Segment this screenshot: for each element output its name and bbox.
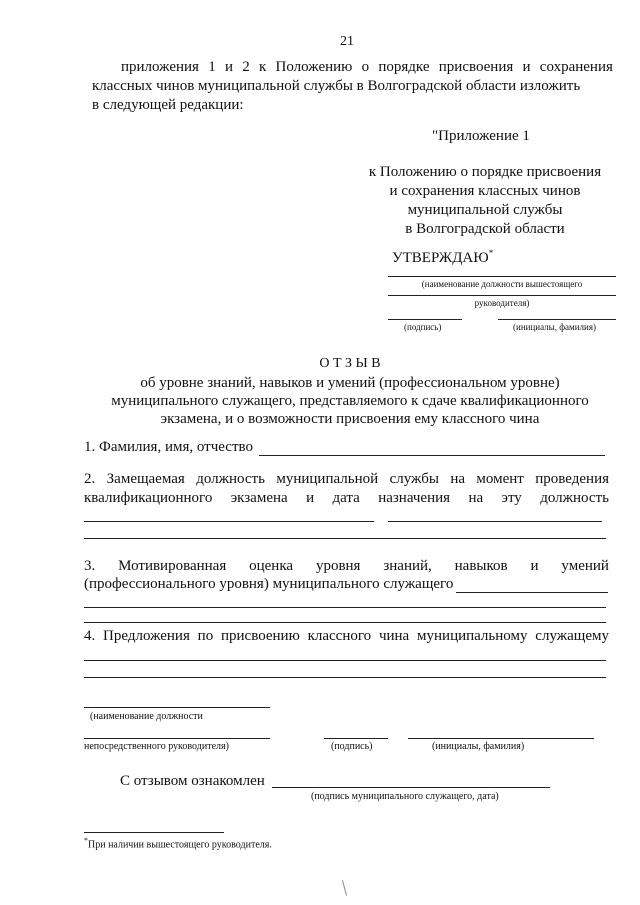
item1-label: 1. Фамилия, имя, отчество [84,439,253,455]
item3-field-1[interactable] [84,607,606,608]
approve-sign-line [388,319,462,320]
scan-mark [342,880,347,896]
word: и [224,59,233,75]
intro-line-2: классных чинов муниципальной службы в Волгоградской области изложить [92,78,581,94]
page-number: 21 [340,34,354,49]
signature-position-caption: (наименование должности [90,711,203,722]
word: по [197,628,214,644]
word: оценка [249,558,294,574]
approve-position-line-2 [388,295,616,296]
word: присвоения [438,59,514,75]
word: 3. [84,558,96,574]
appendix-title: "Приложение 1 [432,128,530,144]
item4-field-2[interactable] [84,677,606,678]
word: умений [561,558,609,574]
signature-name-caption: (инициалы, фамилия) [432,741,525,752]
word: и [522,59,531,75]
word: и [306,490,315,506]
item2-field-1a[interactable] [84,521,374,522]
approve-sign-caption: (подпись) [404,322,442,332]
word: навыков [454,558,508,574]
footnote-separator [84,832,224,833]
item3-field-2[interactable] [84,622,606,623]
signature-supervisor-line [84,738,270,739]
word: чина [378,628,410,644]
review-subtitle [80,374,620,428]
intro-line-3: в следующей редакции: [92,97,244,113]
appendix-line-4: в Волгоградской области [405,221,565,237]
footnote-mark: * [84,836,88,845]
word: классного [307,628,372,644]
footnote-text: При наличии вышестоящего руководителя. [88,839,272,851]
review-subtitle-2: муниципального служащего, представляемого к сдаче квалификационного [111,393,589,409]
word: присвоению [221,628,300,644]
word: и [530,558,539,574]
signature-sign-line [324,738,388,739]
word: порядке [378,59,430,75]
word: знаний, [383,558,432,574]
word: к [258,59,267,75]
word: проведения [535,471,609,487]
word: назначения [378,490,451,506]
review-subtitle-3: экзамена, и о возможности присвоения ему классного чина [160,411,540,427]
review-subtitle-1: об уровне знаний, навыков и умений (профессиональном уровне) [140,375,560,391]
item3-field-inline[interactable] [456,592,608,593]
word: муниципальной [276,471,379,487]
signature-supervisor-caption: непосредственного руководителя) [84,741,229,752]
signature-position-line [84,707,270,708]
word: дата [332,490,360,506]
item3-line-2: (профессионального уровня) муниципального служащего [84,576,454,592]
item4-field-1[interactable] [84,660,606,661]
word: Положению [275,59,353,75]
word: муниципальному [417,628,528,644]
approve-footnote-mark: * [488,248,494,258]
item2-field-1b[interactable] [388,521,602,522]
acquainted-caption: (подпись муниципального служащего, дата) [311,791,499,802]
word: квалификационного [84,490,213,506]
approve-name-caption: (инициалы, фамилия) [513,322,596,332]
item2-line-1 [84,471,609,488]
intro-line-1 [121,59,613,76]
word: служащему [535,628,609,644]
approve-name-line [498,319,616,320]
approve-position-line [388,276,616,277]
review-title: О Т З Ы В [319,356,381,371]
approve-label [392,248,493,267]
item2-line-2 [84,490,609,507]
word: Мотивированная [118,558,227,574]
item2-field-2[interactable] [84,538,606,539]
appendix-line-1: к Положению о порядке присвоения [368,164,602,180]
acquainted-field[interactable] [272,787,550,788]
appendix-line-2: и сохранения классных чинов [389,183,581,199]
word: приложения [121,59,199,75]
item4-line-1 [84,628,609,645]
approve-caption-2: руководителя) [474,298,530,308]
word: 2 [242,59,250,75]
item1-field[interactable] [259,455,605,456]
appendix-caption [360,163,610,239]
word: должность [196,471,265,487]
item3-line-1 [84,558,609,575]
word: на [450,471,465,487]
word: экзамена [230,490,288,506]
word: момент [476,471,524,487]
word: должность [540,490,609,506]
word: Замещаемая [106,471,185,487]
word: на [468,490,484,506]
word: эту [501,490,522,506]
word: уровня [315,558,361,574]
approve-text: УТВЕРЖДАЮ [392,250,489,266]
signature-name-line [408,738,594,739]
footnote [84,836,272,850]
appendix-line-3: муниципальной службы [407,202,563,218]
word: о [361,59,370,75]
word: 1 [208,59,216,75]
word: Предложения [103,628,190,644]
acquainted-label: С отзывом ознакомлен [120,773,265,789]
signature-sign-caption: (подпись) [331,741,373,752]
approve-caption-1: (наименование должности вышестоящего [421,279,583,289]
word: 4. [84,628,96,644]
word: сохранения [539,59,613,75]
word: 2. [84,471,96,487]
word: службы [389,471,439,487]
